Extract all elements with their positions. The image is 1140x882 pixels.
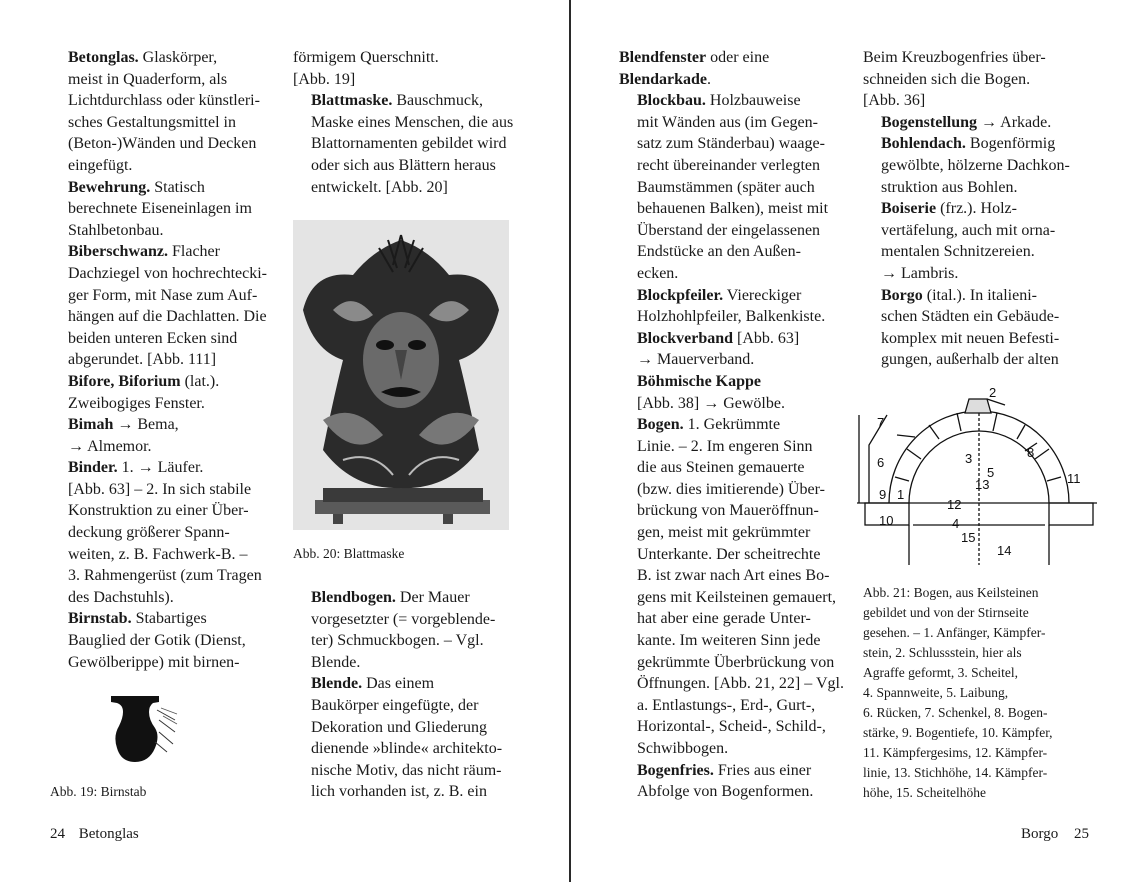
entry-line: Baumstämmen (später auch [637, 178, 815, 196]
arch-label: 5 [987, 465, 995, 480]
entry-line: Baukörper eingefügte, der [311, 696, 479, 714]
glossary-entry [50, 177, 280, 242]
entry-line: → Lambris. [881, 264, 959, 282]
entry-line: ter) Schmuckbogen. – Vgl. [311, 632, 484, 650]
entry-line: gekrümmte Überbrückung von [637, 653, 835, 671]
page-number-right: 25 [1073, 826, 1089, 842]
entry-line: förmigem Querschnitt. [293, 49, 439, 66]
entry-line: sches Gestaltungsmittel in [68, 113, 236, 131]
glossary-entry [619, 371, 859, 414]
entry-line: [Abb. 38] → Gewölbe. [637, 394, 785, 412]
caption-line: 4. Spannweite, 5. Laibung, [863, 685, 1009, 700]
glossary-entry [50, 47, 280, 177]
entry-term: Bifore, Biforium [68, 372, 181, 390]
blattmaske-figure [293, 220, 509, 530]
entry-term: Birnstab. [68, 610, 132, 628]
entry-line: recht übereinander verlegten [637, 156, 821, 174]
entry-first-line: Bogen. 1. Gekrümmte [637, 416, 781, 434]
glossary-entry [619, 90, 859, 284]
entry-first-line: Blockpfeiler. Viereckiger [637, 286, 802, 304]
arch-label: 3 [965, 451, 973, 466]
arch-label: 14 [997, 543, 1012, 558]
entry-first-line: Boiserie (frz.). Holz- [881, 200, 1017, 218]
entry-line: die aus Steinen gemauerte [637, 459, 805, 477]
running-head-right: Borgo [1021, 826, 1059, 842]
entry-line: des Dachstuhls). [68, 588, 174, 606]
caption-line: Abb. 21: Bogen, aus Keilsteinen [863, 585, 1039, 600]
entry-line: gen, meist mit gekrümmter [637, 524, 811, 542]
entry-first-line: Bogenstellung → Arkade. [881, 113, 1052, 131]
entry-line: berechnete Eiseneinlagen im [68, 200, 252, 218]
glossary-entry [863, 112, 1103, 134]
entry-first-line [619, 371, 859, 393]
entry-term: Bogenfries. [637, 761, 714, 779]
left-column-1 [50, 47, 280, 673]
entry-line: Blattornamenten gebildet wird [311, 135, 507, 153]
entry-line: gungen, außerhalb der alten [881, 351, 1059, 369]
entry-line: (Beton-)Wänden und Decken [68, 135, 257, 153]
entry-line: → Almemor. [68, 437, 152, 455]
entry-first-line: Blendfenster oder eine [619, 49, 770, 66]
arch-label: 8 [1027, 445, 1035, 460]
entry-line: beiden unteren Ecken sind [68, 329, 238, 347]
right-column-2 [863, 47, 1103, 371]
arch-label: 7 [877, 415, 885, 430]
entry-line: Öffnungen. [Abb. 21, 22] – Vgl. [637, 675, 844, 693]
entry-first-line: Bimah → Bema, [68, 416, 179, 434]
arch-label: 4 [952, 516, 960, 531]
entry-line: gewölbte, hölzerne Dachkon- [881, 156, 1070, 174]
entry-line: 3. Rahmengerüst (zum Tragen [68, 567, 262, 585]
arch-label: 2 [989, 385, 997, 400]
glossary-entry [293, 673, 533, 803]
entry-term: Bogen. [637, 416, 684, 434]
entry-term: Bimah [68, 416, 114, 434]
caption-line: gesehen. – 1. Anfänger, Kämpfer- [863, 625, 1046, 640]
entry-line: [Abb. 36] [863, 92, 926, 110]
entry-line: Unterkante. Der scheitrechte [637, 545, 821, 563]
glossary-entry [293, 90, 533, 198]
entry-first-line: Biberschwanz. Flacher [68, 243, 220, 261]
entry-line: Konstruktion zu einer Über- [68, 502, 249, 520]
entry-term: Blockverband [637, 329, 734, 347]
entry-line: Dachziegel von hochrechtecki- [68, 264, 268, 282]
entry-line: Maske eines Menschen, die aus [311, 113, 514, 131]
entry-line: (bzw. dies imitierende) Über- [637, 480, 825, 498]
entry-first-line: Betonglas. Glaskörper, [68, 49, 218, 66]
entry-term: Blockpfeiler. [637, 286, 724, 304]
entry-first-line: Bohlendach. Bogenförmig [881, 135, 1056, 153]
entry-line: ger Form, mit Nase zum Auf- [68, 286, 258, 304]
entry-first-line: Blockverband [Abb. 63] [637, 329, 800, 347]
fig21-caption [863, 583, 1103, 803]
entry-term: Blendfenster [619, 49, 707, 66]
entry-first-line: Blendbogen. Der Mauer [311, 589, 470, 606]
entry-line: [Abb. 19] [293, 70, 356, 88]
entry-line: Beim Kreuzbogenfries über- [863, 49, 1046, 66]
caption-line: stärke, 9. Bogentiefe, 10. Kämpfer, [863, 725, 1053, 740]
glossary-entry [619, 47, 859, 90]
glossary-entry [50, 457, 280, 608]
entry-line: Lichtdurchlass oder künstleri- [68, 92, 260, 110]
glossary-entry [863, 133, 1103, 198]
page-number-left: 24 [50, 826, 65, 842]
entry-line: Dekoration und Gliederung [311, 718, 487, 736]
entry-line: a. Entlastungs-, Erd-, Gurt-, [637, 696, 816, 714]
entry-line: hängen auf die Dachlatten. Die [68, 308, 267, 326]
caption-line: linie, 13. Stichhöhe, 14. Kämpfer- [863, 765, 1048, 780]
glossary-entry [619, 328, 859, 371]
entry-line: eingefügt. [68, 156, 133, 174]
entry-line: satz zum Ständerbau) waage- [637, 135, 825, 153]
entry-term: Biberschwanz. [68, 243, 168, 261]
arch-label: 1 [897, 487, 905, 502]
bogen-arch-figure [857, 385, 1097, 575]
entry-line: [Abb. 63] – 2. In sich stabile [68, 480, 252, 498]
entry-term: Bogenstellung [881, 113, 978, 131]
entry-term: Bewehrung. [68, 178, 151, 196]
entry-line: entwickelt. [Abb. 20] [311, 178, 448, 196]
glossary-entry [50, 608, 280, 673]
entry-line: Horizontal-, Scheid-, Schild-, [637, 718, 826, 736]
left-column-2-bottom [293, 587, 533, 803]
arch-label: 9 [879, 487, 887, 502]
entry-term: Borgo [881, 286, 923, 304]
entry-line: meist in Quaderform, als [68, 70, 228, 88]
arch-label: 11 [1067, 471, 1081, 486]
entry-line: struktion aus Bohlen. [881, 178, 1018, 196]
running-head-left: Betonglas [78, 826, 139, 842]
entry-line: behauenen Balken), meist mit [637, 200, 829, 218]
caption-line: gebildet und von der Stirnseite [863, 605, 1029, 620]
birnstab-figure [105, 690, 180, 768]
entry-line: Zweibogiges Fenster. [68, 394, 205, 412]
left-page [0, 0, 569, 882]
glossary-entry [863, 285, 1103, 371]
entry-line: schneiden sich die Bogen. [863, 70, 1031, 88]
entry-first-line: Blockbau. Holzbauweise [637, 92, 801, 110]
right-page [571, 0, 1140, 882]
entry-line: dienende »blinde« architekto- [311, 740, 503, 758]
entry-first-line: Bifore, Biforium (lat.). [68, 372, 220, 390]
right-column-1 [619, 47, 859, 803]
arch-label: 15 [961, 530, 976, 545]
caption-line: 6. Rücken, 7. Schenkel, 8. Bogen- [863, 705, 1048, 720]
entry-line: gens mit Keilsteinen gemauert, [637, 588, 837, 606]
entry-first-line: Blende. Das einem [311, 675, 435, 693]
entry-line: Bauglied der Gotik (Dienst, [68, 632, 246, 650]
entry-line: hat aber eine gerade Unter- [637, 610, 811, 628]
entry-line: mentalen Schnitzereien. [881, 243, 1035, 261]
entry-first-line: Binder. 1. → Läufer. [68, 459, 204, 477]
entry-line: Stahlbetonbau. [68, 221, 164, 239]
caption-line: höhe, 15. Scheitelhöhe [863, 785, 986, 800]
glossary-entry [293, 587, 533, 673]
entry-line: Blende. [311, 653, 361, 671]
entry-term: Binder. [68, 459, 118, 477]
left-column-2-top [293, 47, 533, 198]
entry-term: Böhmische Kappe [637, 372, 762, 390]
entry-first-line: Blattmaske. Bauschmuck, [311, 92, 483, 110]
glossary-entry [863, 198, 1103, 284]
caption-line: 11. Kämpfergesims, 12. Kämpfer- [863, 745, 1048, 760]
entry-line: lich vorhanden ist, z. B. ein [311, 783, 487, 801]
entry-first-line: Bogenfries. Fries aus einer [637, 761, 812, 779]
entry-line: deckung größerer Spann- [68, 524, 230, 542]
glossary-entry [863, 47, 1103, 112]
entry-line: Abfolge von Bogenformen. [637, 783, 814, 801]
glossary-entry [619, 414, 859, 760]
entry-line: schen Städten ein Gebäude- [881, 308, 1060, 326]
entry-line: nische Motiv, das nicht räum- [311, 761, 502, 779]
entry-line: Gewölberippe) mit birnen- [68, 653, 240, 671]
entry-first-line: Bewehrung. Statisch [68, 178, 205, 196]
caption-line: stein, 2. Schlussstein, hier als [863, 645, 1022, 660]
glossary-entry [50, 241, 280, 371]
entry-term: Blendbogen. [311, 589, 396, 606]
entry-line: Endstücke an den Außen- [637, 243, 801, 261]
entry-line: komplex mit neuen Befesti- [881, 329, 1060, 347]
entry-line: vorgesetzter (= vorgeblende- [311, 610, 496, 628]
entry-term: Bohlendach. [881, 135, 966, 153]
entry-line: kante. Im weiteren Sinn jede [637, 632, 821, 650]
entry-line: → Mauerverband. [637, 351, 755, 369]
fig20-caption: Abb. 20: Blattmaske [293, 546, 405, 561]
entry-line: B. ist zwar nach Art eines Bo- [637, 567, 830, 585]
glossary-entry [50, 371, 280, 414]
caption-line: Agraffe geformt, 3. Scheitel, [863, 665, 1018, 680]
entry-line: Überstand der eingelassenen [637, 221, 821, 239]
arch-label: 13 [975, 477, 990, 492]
entry-line: oder sich aus Blättern heraus [311, 156, 496, 174]
entry-line: mit Wänden aus (im Gegen- [637, 113, 818, 131]
entry-line: brückung von Maueröffnun- [637, 502, 819, 520]
entry-first-line: Borgo (ital.). In italieni- [881, 286, 1037, 304]
fig19-caption: Abb. 19: Birnstab [50, 784, 147, 799]
glossary-entry [619, 760, 859, 803]
entry-term: Boiserie [881, 200, 937, 218]
entry-line: vertäfelung, auch mit orna- [881, 221, 1056, 239]
entry-first-line: Birnstab. Stabartiges [68, 610, 207, 628]
entry-term: Blende. [311, 675, 363, 693]
arch-label: 12 [947, 497, 962, 512]
entry-term: Blockbau. [637, 92, 706, 110]
arch-label: 10 [879, 513, 894, 528]
arch-label: 6 [877, 455, 885, 470]
entry-line: abgerundet. [Abb. 111] [68, 351, 217, 369]
entry-line: weiten, z. B. Fachwerk-B. – [68, 545, 248, 563]
entry-line: Linie. – 2. Im engeren Sinn [637, 437, 813, 455]
glossary-entry [293, 47, 533, 90]
entry-line: Holzhohlpfeiler, Balkenkiste. [637, 308, 826, 326]
glossary-entry [619, 285, 859, 328]
left-folio [50, 826, 139, 843]
entry-line: Blendarkade. [619, 70, 712, 88]
right-folio [1021, 826, 1089, 843]
entry-term: Betonglas. [68, 49, 139, 66]
entry-line: Schwibbogen. [637, 740, 729, 757]
glossary-entry [50, 414, 280, 457]
entry-term: Blattmaske. [311, 92, 393, 110]
entry-line: ecken. [637, 264, 679, 282]
